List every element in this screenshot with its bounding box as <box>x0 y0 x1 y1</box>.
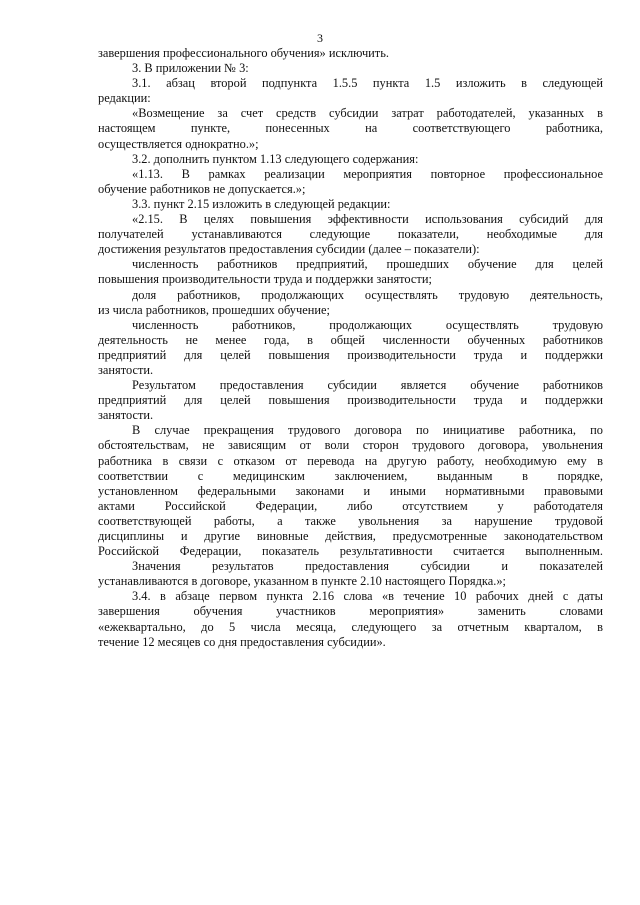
text-line: настоящем пункте, понесенных на соответствующего работника, <box>98 121 603 136</box>
text-line: из числа работников, прошедших обучение; <box>98 302 330 317</box>
text-line: «2.15. В целях повышения эффективности использования субсидий для <box>132 212 603 227</box>
text-line: устанавливаются в договоре, указанном в пункте 2.10 настоящего Порядка.»; <box>98 574 506 589</box>
text-line: течение 12 месяцев со дня предоставления субсидии». <box>98 634 386 649</box>
text-line: «Возмещение за счет средств субсидии затрат работодателей, указанных в <box>132 106 603 121</box>
text-line: занятости. <box>98 408 154 423</box>
text-line: редакции: <box>98 91 151 106</box>
text-line: «ежеквартально, до 5 числа месяца, следующего за отчетным кварталом, в <box>98 619 603 634</box>
text-line: доля работников, продолжающих осуществлять трудовую деятельность, <box>132 287 603 302</box>
text-line: 3.1. абзац второй подпункта 1.5.5 пункта 1.5 изложить в следующей <box>132 76 603 91</box>
text-line: Российской Федерации, показатель результативности считается выполненным. <box>98 544 603 559</box>
text-line: «1.13. В рамках реализации мероприятия повторное профессиональное <box>132 166 603 181</box>
text-line: повышения производительности труда и поддержки занятости; <box>98 272 432 287</box>
text-line: соответствующей работы, а также увольнения за нарушение трудовой <box>98 513 603 528</box>
text-line: деятельность не менее года, в общей численности обученных работников <box>98 332 603 347</box>
text-line: осуществляется однократно.»; <box>98 136 259 151</box>
text-line: предприятий для целей повышения производительности труда и поддержки <box>98 393 603 408</box>
text-line: Результатом предоставления субсидии является обучение работников <box>132 378 603 393</box>
text-line: В случае прекращения трудового договора по инициативе работника, по <box>132 423 603 438</box>
text-line: 3.4. в абзаце первом пункта 2.16 слова «в течение 10 рабочих дней с даты <box>132 589 603 604</box>
text-line: дисциплины и другие виновные действия, предусмотренные законодательством <box>98 529 603 543</box>
text-line: достижения результатов предоставления субсидии (далее – показатели): <box>98 242 480 257</box>
text-line: актами Российской Федерации, либо отсутствием у работодателя <box>98 498 603 513</box>
text-line: предприятий для целей повышения производительности труда и поддержки <box>98 347 603 362</box>
text-line: численность работников предприятий, прошедших обучение для целей <box>132 257 603 272</box>
text-line: Значения результатов предоставления субсидии и показателей <box>132 559 603 574</box>
page-number: 3 <box>317 31 323 45</box>
text-line: установленном федеральными законами и иными нормативными правовыми <box>98 483 603 498</box>
text-line: обучение работников не допускается.»; <box>98 181 306 196</box>
text-line: работника в связи с отказом от перевода на другую работу, необходимую ему в <box>98 453 603 468</box>
text-line: получателей устанавливаются следующие показатели, необходимые для <box>98 227 603 242</box>
text-line: 3.3. пункт 2.15 изложить в следующей редакции: <box>132 196 391 211</box>
text-line: занятости. <box>98 362 154 377</box>
text-line: обстоятельствам, не зависящим от воли сторон трудового договора, увольнения <box>98 438 603 453</box>
text-line: соответствии с медицинским заключением, выданным в порядке, <box>98 468 603 483</box>
text-line: численность работников, продолжающих осуществлять трудовую <box>132 317 603 332</box>
text-line: завершения профессионального обучения» исключить. <box>98 46 389 60</box>
text-line: 3.2. дополнить пунктом 1.13 следующего содержания: <box>132 151 419 166</box>
document-body <box>98 46 603 650</box>
text-line: 3. В приложении № 3: <box>132 61 249 76</box>
text-line: завершения обучения участников мероприятия» заменить словами <box>98 604 603 619</box>
